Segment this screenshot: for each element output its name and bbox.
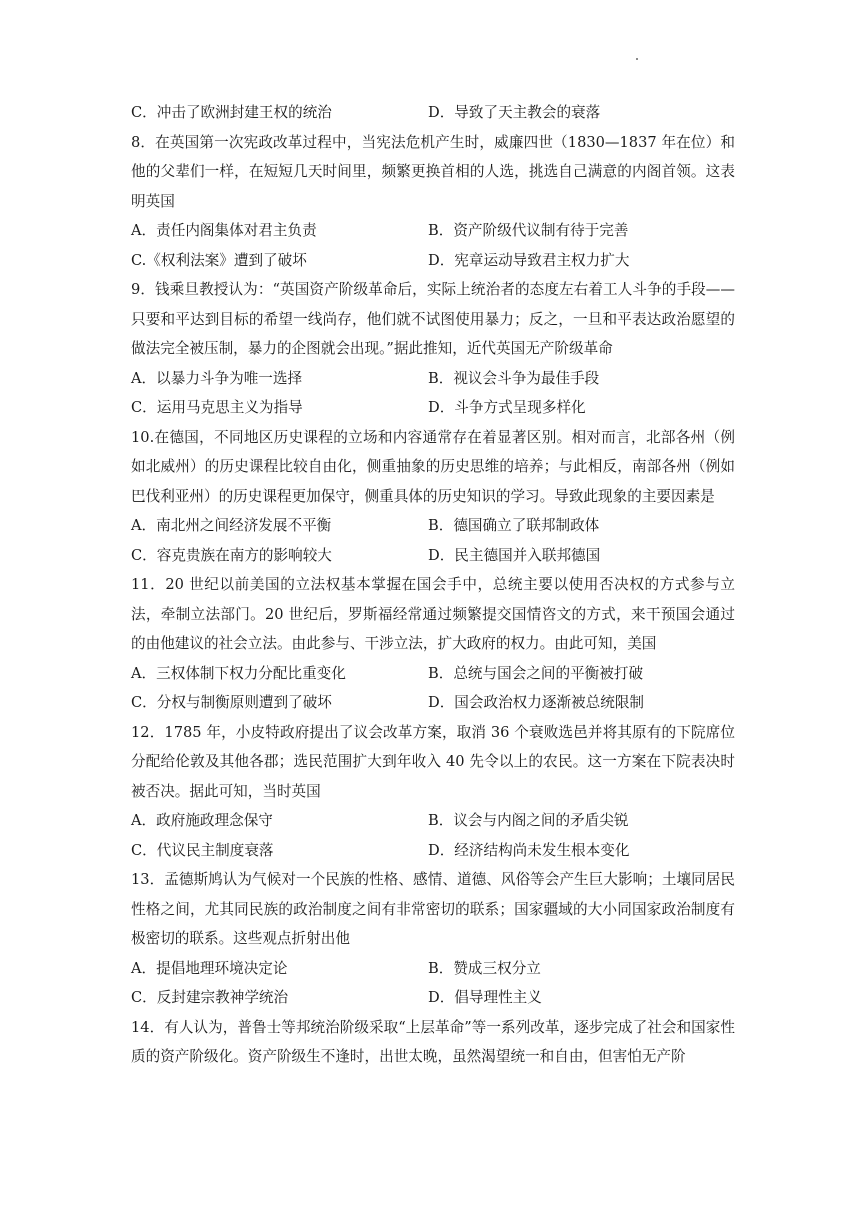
question-11: 11．20 世纪以前美国的立法权基本掌握在国会手中，总统主要以使用否决权的方式参与立法，牵制立法部门。20 世纪后，罗斯福经常通过频繁提交国情咨文的方式，来干预国会通过的由他建议的社会立法。由此参与、干涉立法，扩大政府的权力。由此可知，美国 <box>131 576 735 652</box>
options-row <box>131 364 735 394</box>
options-row <box>131 98 735 128</box>
option-d: D．斗争方式呈现多样化 <box>428 399 586 416</box>
question-14: 14．有人认为，普鲁士等邦统治阶级采取“上层革命”等一系列改革，逐步完成了社会和国家性质的资产阶级化。资产阶级生不逢时，出世太晚，虽然渴望统一和自由，但害怕无产阶 <box>131 1018 735 1065</box>
option-c: C．代议民主制度衰落 <box>131 841 274 859</box>
question-10: 10.在德国，不同地区历史课程的立场和内容通常存在着显著区别。相对而言，北部各州（例如北威州）的历史课程比较自由化，侧重抽象的历史思维的培养；与此相反，南部各州（例如巴伐利亚州）的历史课程更加保守，侧重具体的历史知识的学习。导致此现象的主要因素是 <box>131 428 735 505</box>
question-13: 13．孟德斯鸠认为气候对一个民族的性格、感情、道德、风俗等会产生巨大影响；土壤同居民性格之间，尤其同民族的政治制度之间有非常密切的联系；国家疆域的大小同国家政治制度有极密切的联系。这些观点折射出他 <box>131 871 735 947</box>
options-row <box>131 393 735 423</box>
option-a: A．责任内阁集体对君主负责 <box>131 222 317 239</box>
options-row <box>131 983 735 1013</box>
option-a: A．提倡地理环境决定论 <box>131 959 288 977</box>
option-c: C．容克贵族在南方的影响较大 <box>131 546 332 564</box>
question-12: 12．1785 年，小皮特政府提出了议会改革方案，取消 36 个衰败选邑并将其原有的下院席位分配给伦敦及其他各郡；选民范围扩大到年收入 40 先令以上的农民。这一方案在下院表决时被否决。据此可知，当时英国 <box>131 723 735 800</box>
option-d: D．宪章运动导致君主权力扩大 <box>428 251 630 269</box>
options-row <box>131 688 735 718</box>
option-a: A．三权体制下权力分配比重变化 <box>131 664 346 682</box>
option-c: C．冲击了欧洲封建王权的统治 <box>131 104 332 121</box>
option-b: B．总统与国会之间的平衡被打破 <box>428 664 644 682</box>
options-row <box>131 216 735 246</box>
option-c: C.《权利法案》遭到了破坏 <box>131 251 307 269</box>
question-9: 9．钱乘旦教授认为：“英国资产阶级革命后，实际上统治者的态度左右着工人斗争的手段——只要和平达到目标的希望一线尚存，他们就不试图使用暴力；反之，一旦和平表达政治愿望的做法完全被压制，暴力的企图就会出现。”据此推知，近代英国无产阶级革命 <box>131 281 735 357</box>
option-a: A．南北州之间经济发展不平衡 <box>131 517 332 534</box>
options-row <box>131 511 735 541</box>
option-c: C．反封建宗教神学统治 <box>131 989 289 1006</box>
option-d: D．经济结构尚未发生根本变化 <box>428 841 630 859</box>
option-b: B．资产阶级代议制有待于完善 <box>428 222 629 239</box>
options-row <box>131 246 735 276</box>
options-row <box>131 541 735 571</box>
options-row <box>131 836 735 866</box>
option-b: B．德国确立了联邦制政体 <box>428 517 600 534</box>
option-a: A．政府施政理念保守 <box>131 812 273 829</box>
options-row <box>131 659 735 689</box>
option-d: D．民主德国并入联邦德国 <box>428 546 601 564</box>
option-d: D．国会政治权力逐渐被总统限制 <box>428 694 645 711</box>
option-c: C．分权与制衡原则遭到了破坏 <box>131 694 332 711</box>
options-row <box>131 954 735 984</box>
option-c: C．运用马克思主义为指导 <box>131 399 303 416</box>
option-b: B．视议会斗争为最佳手段 <box>428 369 600 387</box>
exam-page-content <box>131 98 735 1072</box>
page-marker-dot <box>636 58 638 60</box>
question-8: 8．在英国第一次宪政改革过程中，当宪法危机产生时，威廉四世（1830—1837 年在位）和他的父辈们一样，在短短几天时间里，频繁更换首相的人选，挑选自己满意的内阁首领。这表明英国 <box>131 133 735 210</box>
option-b: B．赞成三权分立 <box>428 959 541 977</box>
option-d: D．导致了天主教会的衰落 <box>428 104 601 121</box>
option-a: A．以暴力斗争为唯一选择 <box>131 369 303 387</box>
option-b: B．议会与内阁之间的矛盾尖锐 <box>428 812 629 829</box>
option-d: D．倡导理性主义 <box>428 989 542 1006</box>
options-row <box>131 806 735 836</box>
